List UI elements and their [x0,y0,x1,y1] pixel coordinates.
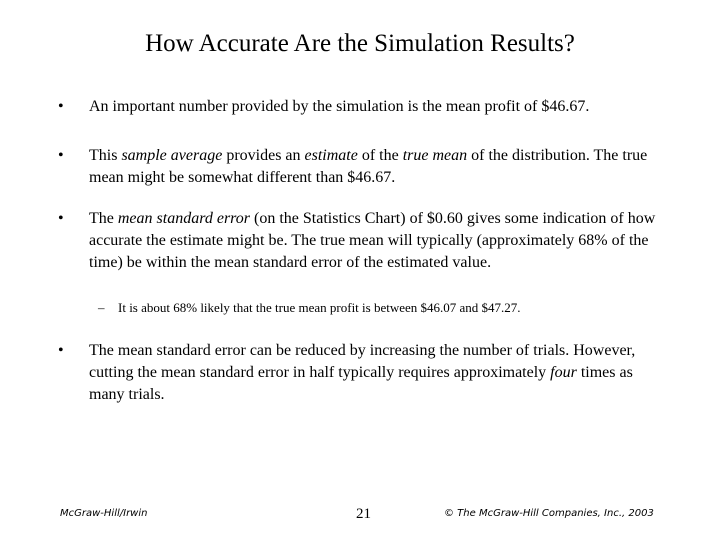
bullet-1 [58,96,658,118]
bullet-symbol: • [58,210,64,227]
bullet-text: This sample average provides an estimate of the true mean of the distribution. The true mean might be somewhat different than $46.67. [89,147,648,186]
slide-title: How Accurate Are the Simulation Results? [145,30,575,57]
bullet-text: An important number provided by the simulation is the mean profit of $46.67. [89,98,590,115]
bullet-symbol: • [58,98,64,115]
bullet-3 [58,208,658,274]
sub-bullet-text: It is about 68% likely that the true mean profit is between $46.07 and $47.27. [118,300,521,315]
bullet-text: The mean standard error can be reduced by increasing the number of trials. However, cutting the mean standard error in half typically requires approximately four times as many trials. [89,342,636,403]
bullet-text: The mean standard error (on the Statistics Chart) of $0.60 gives some indication of how accurate the estimate might be. The true mean will typically (approximately 68% of the time) be within the mean standard error of the estimated value. [89,210,656,271]
footer-copyright: © The McGraw-Hill Companies, Inc., 2003 [444,508,654,519]
bullet-symbol: • [58,342,64,359]
footer-publisher: McGraw-Hill/Irwin [60,508,148,519]
bullet-2 [58,145,658,189]
bullet-symbol: • [58,147,64,164]
bullet-4 [58,340,658,406]
sub-bullet-dash: – [98,300,105,315]
sub-bullet [98,299,678,317]
page-number: 21 [356,506,371,522]
